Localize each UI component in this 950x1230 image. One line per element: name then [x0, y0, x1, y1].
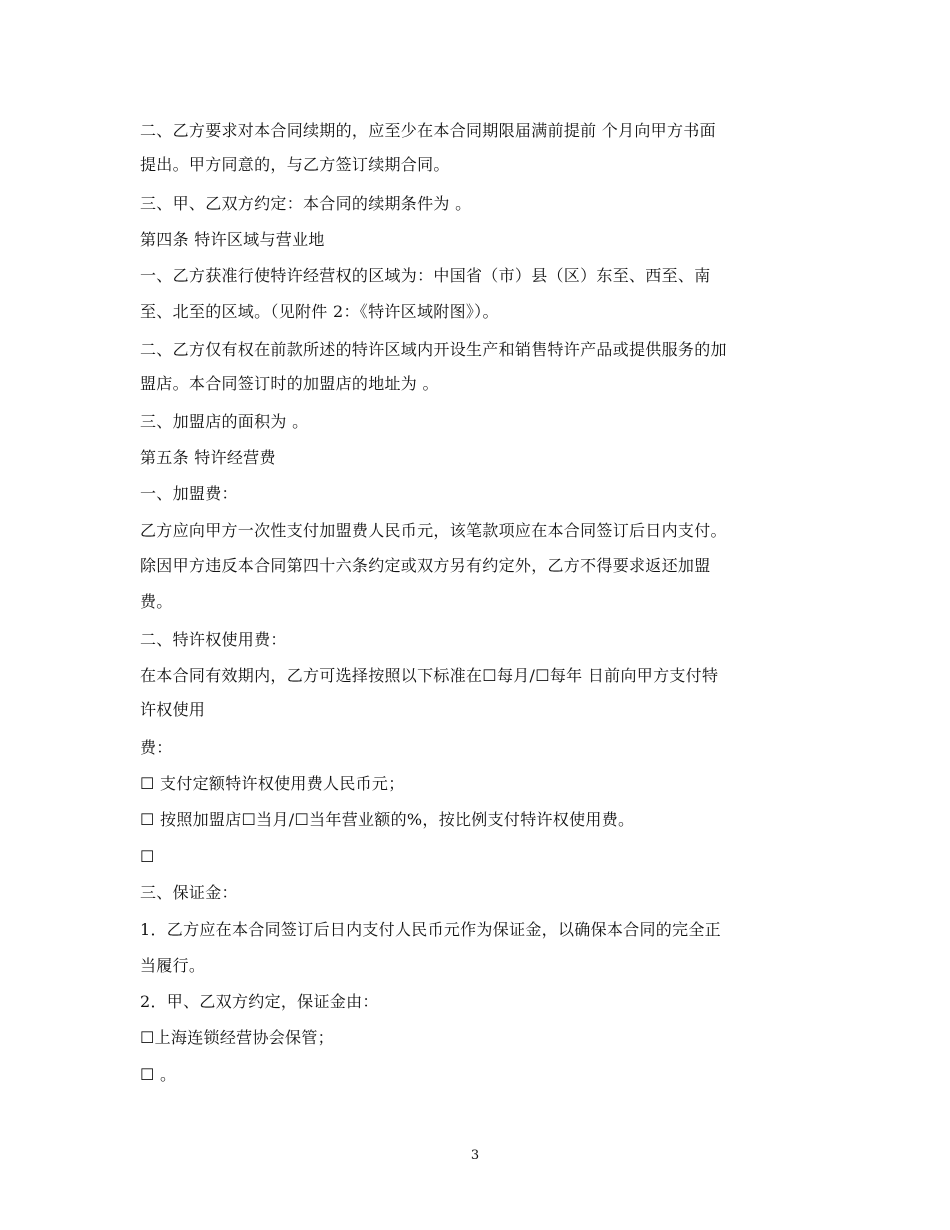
text-line: 费： [140, 738, 173, 757]
text-line: 二、乙方要求对本合同续期的，应至少在本合同期限届满前提前 个月向甲方书面 [140, 121, 716, 140]
checkbox-option-line: ☐上海连锁经营协会保管； [140, 1028, 334, 1047]
page-number: 3 [470, 1148, 480, 1163]
text-line: 当履行。 [140, 956, 206, 975]
text-line: 二、特许权使用费： [140, 630, 287, 649]
section-heading: 第五条 特许经营费 [140, 448, 276, 467]
text-line: 乙方应向甲方一次性支付加盟费人民币元，该笔款项应在本合同签订后日内支付。 [140, 521, 727, 540]
text-line: 二、乙方仅有权在前款所述的特许区域内开设生产和销售特许产品或提供服务的加 [140, 340, 727, 359]
text-line: 1．乙方应在本合同签订后日内支付人民币元作为保证金，以确保本合同的完全正 [140, 920, 721, 939]
text-line: 至、北至的区域。（见附件 2：《特许区域附图》）。 [140, 302, 499, 321]
checkbox-option-line: ☐ 支付定额特许权使用费人民币元； [140, 774, 405, 793]
text-line: 三、甲、乙双方约定：本合同的续期条件为 。 [140, 194, 472, 213]
text-line: 三、加盟店的面积为 。 [140, 412, 309, 431]
text-line: 除因甲方违反本合同第四十六条约定或双方另有约定外，乙方不得要求返还加盟 [140, 556, 711, 575]
text-line: 2．甲、乙双方约定，保证金由： [140, 992, 379, 1011]
text-line: 盟店。本合同签订时的加盟店的地址为 。 [140, 374, 439, 393]
checkbox-option-line: ☐ 按照加盟店☐当月/☐当年营业额的%，按比例支付特许权使用费。 [140, 810, 635, 829]
text-line: 一、加盟费： [140, 484, 238, 503]
checkbox-option-line: ☐ 。 [140, 1065, 177, 1084]
text-line: 费。 [140, 592, 173, 611]
text-line: 在本合同有效期内，乙方可选择按照以下标准在☐每月/☐每年 日前向甲方支付特 [140, 666, 719, 685]
section-heading: 第四条 特许区域与营业地 [140, 230, 325, 249]
checkbox-option-line: ☐ [140, 847, 155, 866]
text-line: 三、保证金： [140, 883, 238, 902]
text-line: 提出。甲方同意的，与乙方签订续期合同。 [140, 155, 450, 174]
text-line: 许权使用 [140, 700, 206, 719]
text-line: 一、乙方获准行使特许经营权的区域为：中国省（市）县（区）东至、西至、南 [140, 266, 711, 285]
